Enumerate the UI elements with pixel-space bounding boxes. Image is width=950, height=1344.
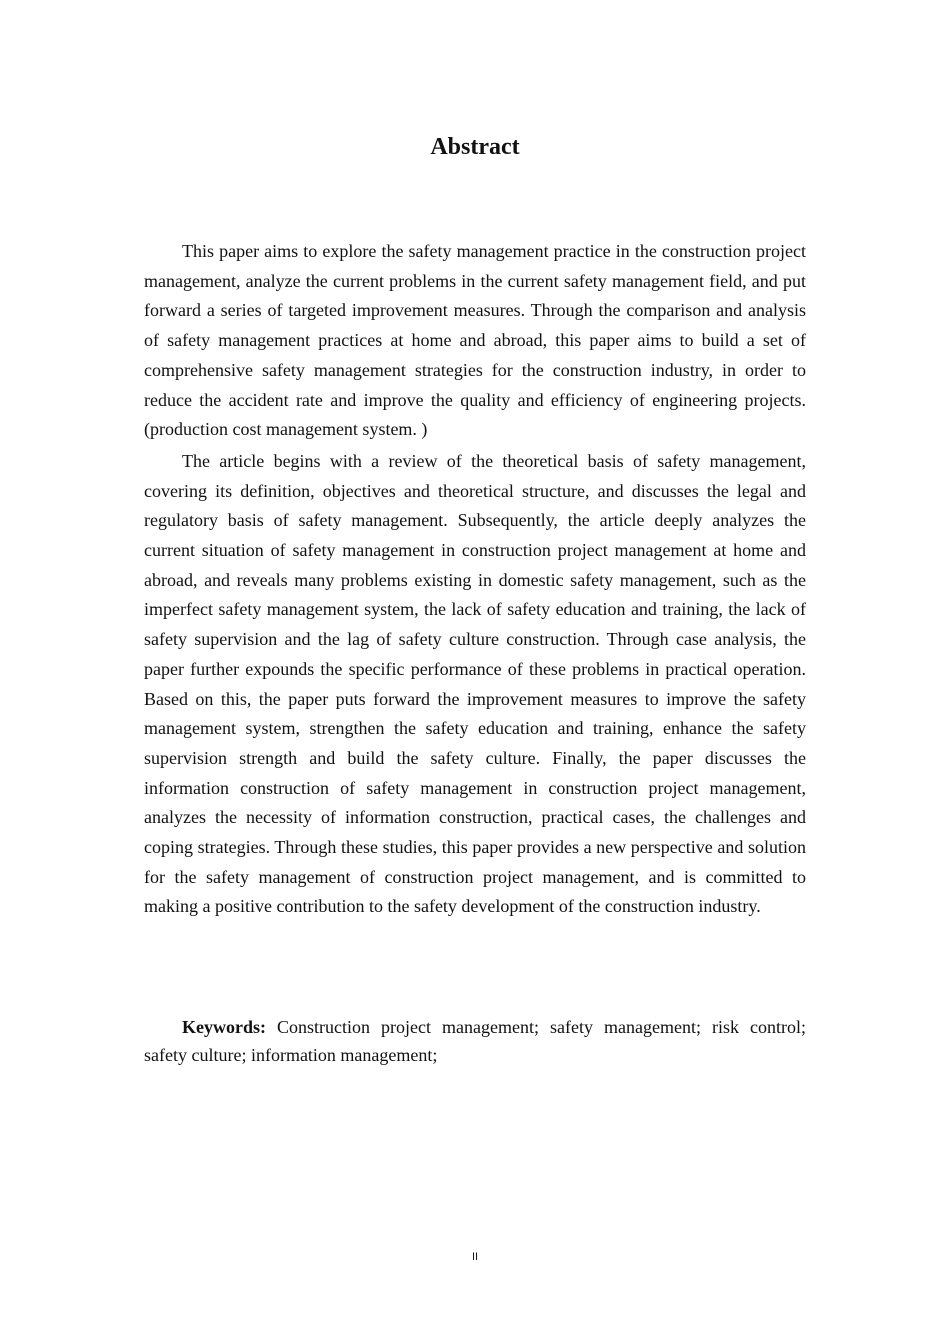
abstract-paragraph-1: This paper aims to explore the safety management practice in the construction project management, analyze the current problems in the current safety management field, and put forward a series of targeted improvement measures. Through the comparison and analysis of safety management practices at home and abroad, this paper aims to build a set of comprehensive safety management strategies for the construction industry, in order to reduce the accident rate and improve the quality and efficiency of engineering projects.(production cost management system. ) [144, 241, 806, 440]
page-number: II [471, 1251, 479, 1263]
abstract-paragraph-2: The article begins with a review of the theoretical basis of safety management, covering its definition, objectives and theoretical structure, and discusses the legal and regulatory basis of safety management. Subsequently, the article deeply analyzes the current situation of safety management in construction project management at home and abroad, and reveals many problems existing in domestic safety management, such as the imperfect safety management system, the lack of safety education and training, the lack of safety supervision and the lag of safety culture construction. Through case analysis, the paper further expounds the specific performance of these problems in practical operation. Based on this, the paper puts forward the improvement measures to improve the safety management system, strengthen the safety education and training, enhance the safety supervision strength and build the safety culture. Finally, the paper discusses the information construction of safety management in construction project management, analyzes the necessity of information construction, practical cases, the challenges and coping strategies. Through these studies, this paper provides a new perspective and solution for the safety management of construction project management, and is committed to making a positive contribution to the safety development of the construction industry. [144, 450, 806, 917]
keywords-line [144, 1013, 806, 1069]
keywords-text: Construction project management; safety management; risk control; safety culture; information management; [144, 1017, 807, 1065]
abstract-body [144, 237, 806, 922]
abstract-title: Abstract [430, 134, 520, 160]
keywords-label: Keywords: [182, 1017, 266, 1037]
